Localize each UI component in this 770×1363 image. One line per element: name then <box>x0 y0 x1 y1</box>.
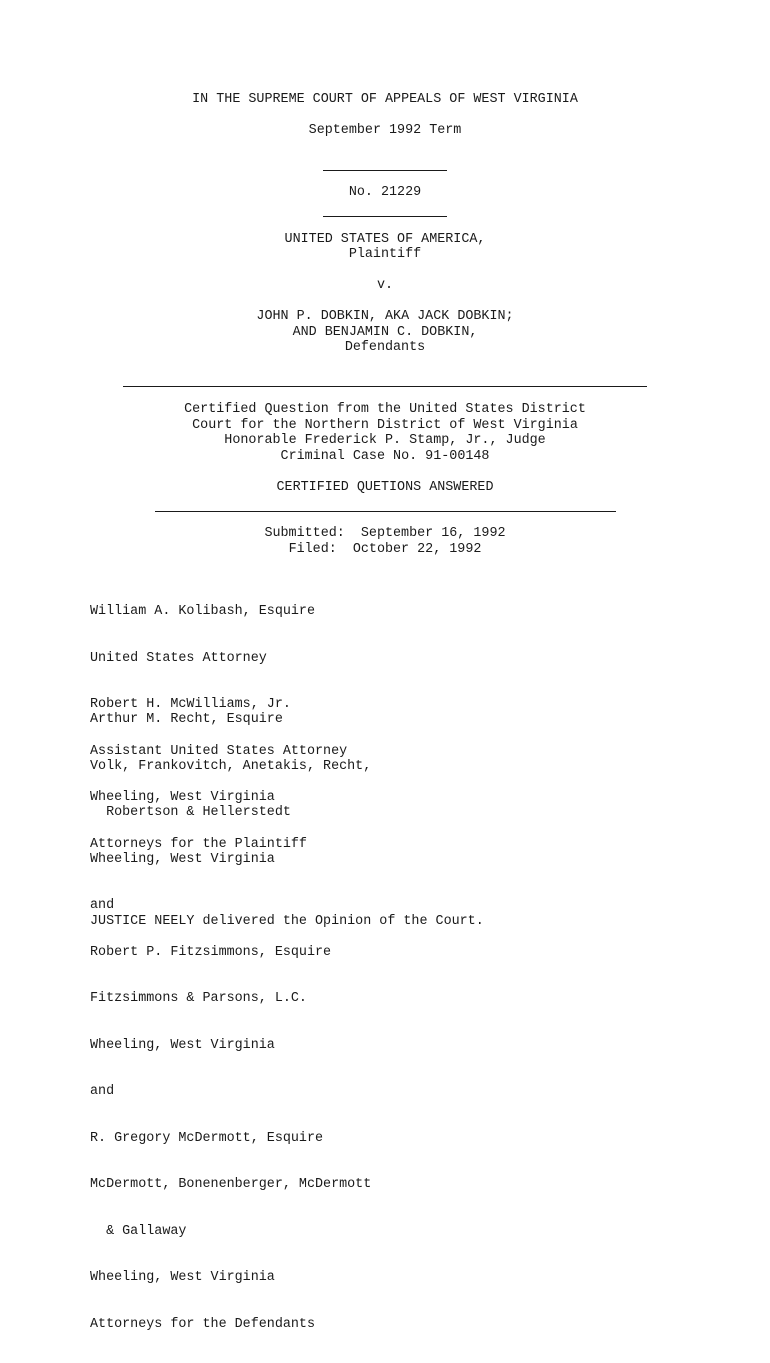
counsel-line: Wheeling, West Virginia <box>90 1037 275 1053</box>
defendant-name-line2: AND BENJAMIN C. DOBKIN, <box>292 325 478 340</box>
counsel-line: Volk, Frankovitch, Anetakis, Recht, <box>90 758 372 774</box>
counsel-line: Robert H. McWilliams, Jr. <box>90 697 291 712</box>
defendant-counsel-block <box>90 681 371 1363</box>
counsel-line: Fitzsimmons & Parsons, L.C. <box>90 991 307 1006</box>
counsel-line: Wheeling, West Virginia <box>90 1270 275 1285</box>
counsel-line: Arthur M. Recht, Esquire <box>90 712 283 727</box>
section-divider <box>123 386 647 387</box>
counsel-line: Wheeling, West Virginia <box>90 851 275 867</box>
plaintiff-role: Plaintiff <box>348 247 422 262</box>
disposition: CERTIFIED QUETIONS ANSWERED <box>276 480 494 495</box>
plaintiff-name: UNITED STATES OF AMERICA, <box>284 232 486 247</box>
defendant-name-line1: JOHN P. DOBKIN, AKA JACK DOBKIN; <box>256 309 514 324</box>
counsel-line: Robertson & Hellerstedt <box>90 805 291 820</box>
versus: v. <box>376 278 394 293</box>
counsel-line: Attorneys for the Defendants <box>90 1316 315 1332</box>
counsel-line: McDermott, Bonenenberger, McDermott <box>90 1177 372 1192</box>
term-line: September 1992 Term <box>308 123 462 138</box>
filed-date: Filed: October 22, 1992 <box>288 542 482 557</box>
counsel-line: & Gallaway <box>90 1223 187 1239</box>
court-heading: IN THE SUPREME COURT OF APPEALS OF WEST VIRGINIA <box>192 92 578 107</box>
counsel-line: and <box>90 898 115 913</box>
case-number-rule-bottom <box>323 216 447 217</box>
counsel-line: Wheeling, West Virginia <box>90 790 275 805</box>
counsel-line: and <box>90 1084 115 1099</box>
certified-question-line: Criminal Case No. 91-00148 <box>280 449 490 464</box>
counsel-line: R. Gregory McDermott, Esquire <box>90 1130 324 1146</box>
certified-question-line: Certified Question from the United States District <box>184 402 586 417</box>
disposition-rule <box>155 511 616 512</box>
submitted-date: Submitted: September 16, 1992 <box>264 526 506 541</box>
counsel-line: United States Attorney <box>90 650 267 666</box>
case-number: No. 21229 <box>348 185 422 200</box>
counsel-line: William A. Kolibash, Esquire <box>90 604 315 619</box>
certified-question-line: Court for the Northern District of West Virginia <box>192 418 578 433</box>
counsel-line: Robert P. Fitzsimmons, Esquire <box>90 944 332 960</box>
counsel-line: Assistant United States Attorney <box>90 743 348 759</box>
counsel-line: Attorneys for the Plaintiff <box>90 836 307 852</box>
defendant-role: Defendants <box>344 340 426 355</box>
case-number-rule-top <box>323 170 447 171</box>
opinion-author-line: JUSTICE NEELY delivered the Opinion of the Court. <box>90 914 484 929</box>
certified-question-line: Honorable Frederick P. Stamp, Jr., Judge <box>224 433 546 448</box>
